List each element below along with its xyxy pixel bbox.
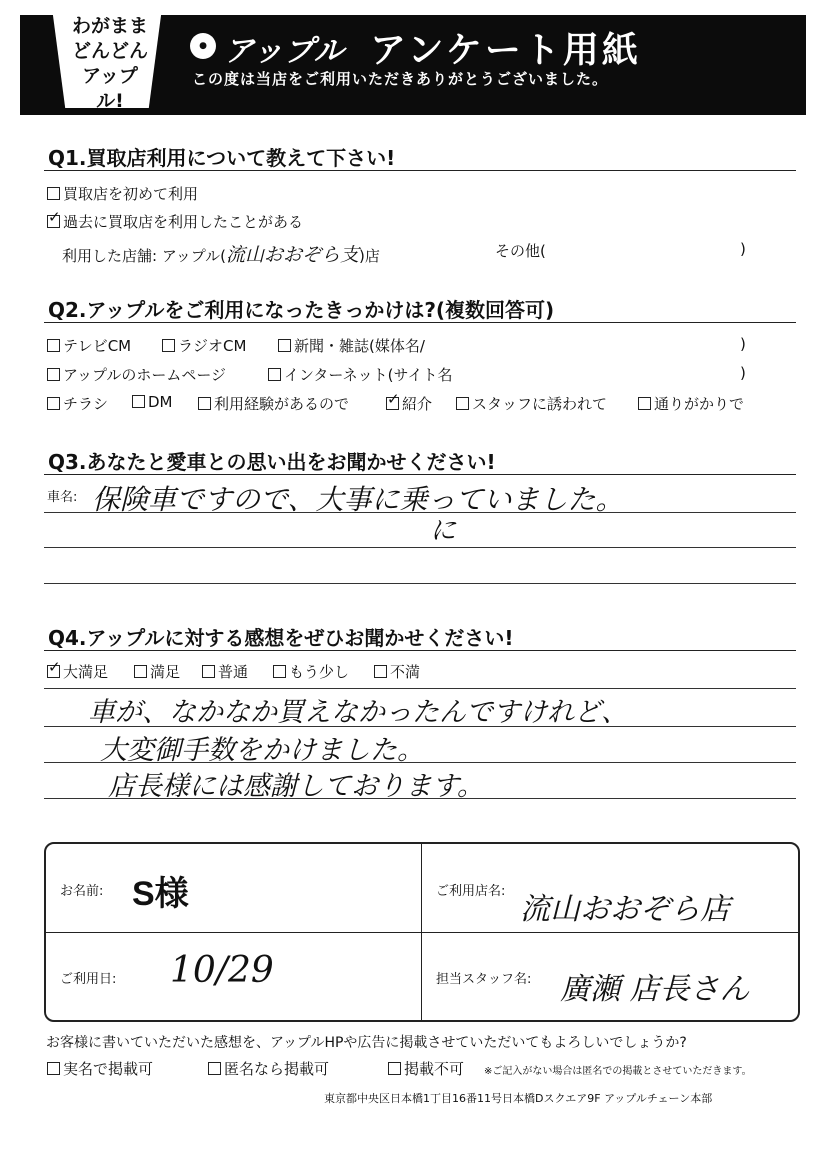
q2-title: Q2.アップルをご利用になったきっかけは?(複数回答可) <box>48 298 555 322</box>
checkbox[interactable] <box>273 665 286 678</box>
slogan <box>70 14 150 114</box>
q2-option-staff[interactable] <box>456 393 607 414</box>
checkbox[interactable] <box>638 397 651 410</box>
checkbox[interactable] <box>47 397 60 410</box>
checkbox[interactable] <box>208 1062 221 1075</box>
option-label: 買取店を初めて利用 <box>63 185 199 203</box>
checkbox-checked[interactable] <box>386 397 399 410</box>
q2-option-referral[interactable] <box>386 393 432 414</box>
option-label: 匿名なら掲載可 <box>224 1060 330 1078</box>
q4-option-dissatisfied[interactable] <box>374 661 420 682</box>
checkbox[interactable] <box>268 368 281 381</box>
page-subtitle: この度は当店をご利用いただきありがとうございました。 <box>192 70 609 88</box>
q4-title: Q4.アップルに対する感想をぜひお聞かせください! <box>48 626 514 650</box>
q3-ruled-line <box>44 512 796 513</box>
option-label: DM <box>148 393 173 411</box>
q2-newspaper-close: ) <box>740 335 746 353</box>
q4-answer-line-3[interactable]: 店長様には感謝しております。 <box>108 771 484 802</box>
store-prefix: 利用した店舗: アップル( <box>62 247 227 265</box>
checkbox[interactable] <box>47 339 60 352</box>
checkbox-checked[interactable] <box>47 665 60 678</box>
option-label: テレビCM <box>63 337 132 355</box>
option-label: 掲載不可 <box>404 1060 465 1078</box>
consent-option-no[interactable] <box>388 1058 464 1079</box>
checkbox[interactable] <box>132 395 145 408</box>
slogan-line-3: アップル! <box>82 65 138 112</box>
staff-value[interactable]: 廣瀬 店長さん <box>560 972 750 1007</box>
q1-other-close: ) <box>740 240 746 258</box>
q2-internet-close: ) <box>740 364 746 382</box>
q1-option-used-before[interactable] <box>47 211 303 232</box>
option-label: ラジオCM <box>178 337 247 355</box>
q4-divider <box>44 650 796 651</box>
checkbox[interactable] <box>47 368 60 381</box>
checkbox[interactable] <box>278 339 291 352</box>
q4-ruled-line <box>44 762 796 763</box>
option-label: 普通 <box>218 663 249 681</box>
checkbox[interactable] <box>47 1062 60 1075</box>
brand-logo-text: アップル <box>224 34 345 69</box>
q2-option-experience[interactable] <box>198 393 349 414</box>
option-label: 満足 <box>150 663 181 681</box>
option-label: 実名で掲載可 <box>63 1060 154 1078</box>
option-label: 過去に買取店を利用したことがある <box>63 213 304 231</box>
checkbox[interactable] <box>202 665 215 678</box>
q3-title: Q3.あなたと愛車との思い出をお聞かせください! <box>48 450 496 474</box>
q4-answer-line-1[interactable]: 車が、なかなか買えなかったんですけれど、 <box>88 697 628 728</box>
q2-option-radio[interactable] <box>162 335 246 356</box>
checkbox[interactable] <box>134 665 147 678</box>
q4-option-normal[interactable] <box>202 661 248 682</box>
date-label: ご利用日: <box>60 972 117 987</box>
q2-option-internet[interactable] <box>268 364 452 385</box>
option-label: もう少し <box>289 663 350 681</box>
consent-note: ※ご記入がない場合は匿名での掲載とさせていただきます。 <box>484 1066 752 1077</box>
q2-option-newspaper[interactable] <box>278 335 425 356</box>
q3-answer-handwritten[interactable]: 保険車ですので、大事に乗っていました。 <box>92 483 624 516</box>
page-title: アンケート用紙 <box>370 30 641 71</box>
store-name-label: ご利用店名: <box>436 884 506 899</box>
option-label: インターネット(サイト名 <box>284 366 453 384</box>
q4-ruled-line <box>44 688 796 689</box>
q4-option-satisfied[interactable] <box>134 661 180 682</box>
option-label: 新聞・雑誌(媒体名/ <box>294 337 425 355</box>
slogan-line-1: わがまま <box>71 15 148 37</box>
q2-option-flyer[interactable] <box>47 393 108 414</box>
q1-divider <box>44 170 796 171</box>
checkbox[interactable] <box>198 397 211 410</box>
store-suffix: )店 <box>359 247 380 265</box>
staff-label: 担当スタッフ名: <box>436 972 532 987</box>
name-value[interactable]: S様 <box>132 875 189 913</box>
q3-ruled-line <box>44 547 796 548</box>
option-label: スタッフに誘われて <box>472 395 608 413</box>
q1-title: Q1.買取店利用について教えて下さい! <box>48 146 396 170</box>
checkbox[interactable] <box>162 339 175 352</box>
q2-divider <box>44 322 796 323</box>
apple-logo-icon: ● <box>190 33 216 59</box>
q4-option-very-satisfied[interactable] <box>47 661 108 682</box>
checkbox[interactable] <box>374 665 387 678</box>
q2-option-tv[interactable] <box>47 335 131 356</box>
q4-ruled-line <box>44 798 796 799</box>
checkbox-checked[interactable] <box>47 215 60 228</box>
option-label: 不満 <box>390 663 421 681</box>
checkbox[interactable] <box>456 397 469 410</box>
address: 東京都中央区日本橋1丁目16番11号日本橋Dスクエア9F アップルチェーン本部 <box>324 1092 713 1105</box>
q1-other-label[interactable]: その他( <box>495 242 546 260</box>
q4-answer-line-2[interactable]: 大変御手数をかけました。 <box>100 735 424 766</box>
publish-consent-question: お客様に書いていただいた感想を、アップルHPや広告に掲載させていただいてもよろしいでしょうか? <box>46 1035 687 1051</box>
store-handwritten[interactable]: 流山おおぞら支 <box>226 244 360 266</box>
option-label: アップルのホームページ <box>63 366 227 384</box>
q2-option-dm[interactable] <box>132 393 173 411</box>
q2-option-homepage[interactable] <box>47 364 226 385</box>
car-name-label: 車名: <box>47 490 78 505</box>
checkbox[interactable] <box>47 187 60 200</box>
option-label: 通りがかりで <box>654 395 745 413</box>
consent-option-anonymous[interactable] <box>208 1058 329 1079</box>
q3-divider <box>44 474 796 475</box>
option-label: 利用経験があるので <box>214 395 350 413</box>
option-label: 紹介 <box>402 395 433 413</box>
q4-ruled-line <box>44 726 796 727</box>
q2-option-passing[interactable] <box>638 393 744 414</box>
q4-option-more[interactable] <box>273 661 349 682</box>
q1-option-first-time[interactable] <box>47 183 198 204</box>
consent-option-real-name[interactable] <box>47 1058 153 1079</box>
q3-answer-note: に <box>430 516 457 546</box>
store-name-value[interactable]: 流山おおぞら店 <box>520 892 730 927</box>
option-label: チラシ <box>63 395 109 413</box>
name-label: お名前: <box>60 884 104 899</box>
date-value[interactable]: 10/29 <box>170 950 274 991</box>
slogan-line-2: どんどん <box>71 40 148 62</box>
q3-ruled-line <box>44 583 796 584</box>
option-label: 大満足 <box>63 663 109 681</box>
q1-store-line <box>62 240 380 267</box>
checkbox[interactable] <box>388 1062 401 1075</box>
info-divider-horizontal <box>46 932 798 933</box>
